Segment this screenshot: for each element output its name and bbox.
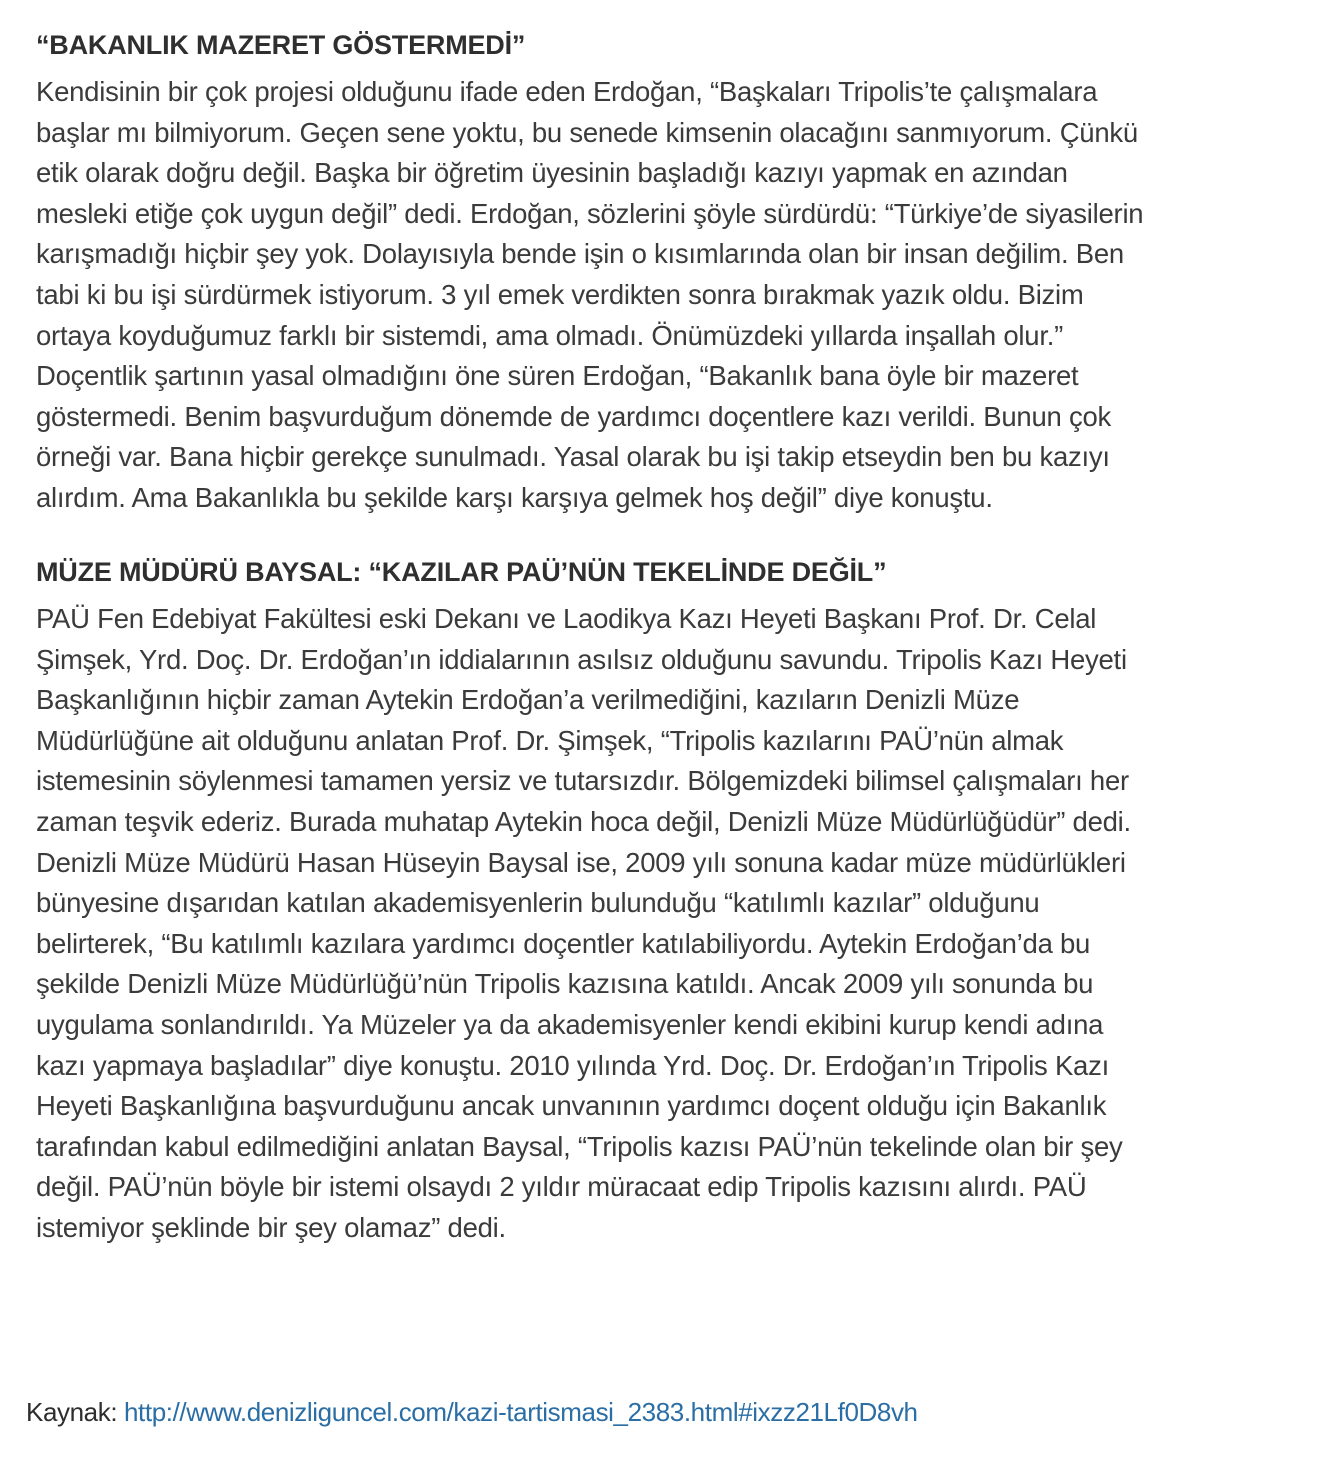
text-line: tabi ki bu işi sürdürmek istiyorum. 3 yıl emek verdikten sonra bırakmak yazık oldu. Bizim: [36, 278, 1084, 310]
text-line: Doçentlik şartının yasal olmadığını öne süren Erdoğan, “Bakanlık bana öyle bir mazeret: [36, 360, 1079, 392]
text-line: belirterek, “Bu katılımlı kazılara yardımcı doçentler katılabiliyordu. Aytekin Erdoğan’da bu: [36, 927, 1091, 959]
text-line: Başkanlığının hiçbir zaman Aytekin Erdoğan’a verilmediğini, kazıların Denizli Müze: [36, 684, 1020, 716]
text-line: Denizli Müze Müdürü Hasan Hüseyin Baysal ise, 2009 yılı sonuna kadar müze müdürlükleri: [36, 846, 1126, 878]
section-heading-bakanlik: “BAKANLIK MAZERET GÖSTERMEDİ”: [36, 30, 526, 60]
text-line: şekilde Denizli Müze Müdürlüğü’nün Tripolis kazısına katıldı. Ancak 2009 yılı sonunda bu: [36, 968, 1094, 1000]
text-line: değil. PAÜ’nün böyle bir istemi olsaydı 2 yıldır müracaat edip Tripolis kazısını alırdı. PAÜ: [36, 1171, 1087, 1203]
text-line: tarafından kabul edilmediğini anlatan Baysal, “Tripolis kazısı PAÜ’nün tekelinde olan bir şey: [36, 1130, 1123, 1162]
text-line: istemesinin söylenmesi tamamen yersiz ve tutarsızdır. Bölgemizdeki bilimsel çalışmaları her: [36, 765, 1129, 797]
text-line: Heyeti Başkanlığına başvurduğunu ancak unvanının yardımcı doçent olduğu için Bakanlık: [36, 1090, 1107, 1122]
text-line: göstermedi. Benim başvurduğum dönemde de yardımcı doçentlere kazı verildi. Bunun çok: [36, 400, 1111, 432]
text-line: etik olarak doğru değil. Başka bir öğretim üyesinin başladığı kazıyı yapmak en azından: [36, 157, 1068, 189]
text-line: kazı yapmaya başladılar” diye konuştu. 2010 yılında Yrd. Doç. Dr. Erdoğan’ın Tripolis Kazı: [36, 1049, 1109, 1081]
text-line: Müdürlüğüne ait olduğunu anlatan Prof. Dr. Şimşek, “Tripolis kazılarını PAÜ’nün almak: [36, 724, 1064, 756]
section-body-baysal: [36, 599, 1131, 1249]
text-line: uygulama sonlandırıldı. Ya Müzeler ya da akademisyenler kendi ekibini kurup kendi adına: [36, 1008, 1104, 1040]
section-heading-baysal: MÜZE MÜDÜRÜ BAYSAL: “KAZILAR PAÜ’NÜN TEKELİNDE DEĞİL”: [36, 557, 887, 587]
text-line: alırdım. Ama Bakanlıkla bu şekilde karşı karşıya gelmek hoş değil” diye konuştu.: [36, 481, 993, 513]
source-citation: [26, 1397, 918, 1428]
text-line: ortaya koyduğumuz farklı bir sistemdi, ama olmadı. Önümüzdeki yıllarda inşallah olur.”: [36, 319, 1064, 351]
text-line: zaman teşvik ederiz. Burada muhatap Aytekin hoca değil, Denizli Müze Müdürlüğüdür” dedi.: [36, 805, 1131, 837]
source-label: Kaynak:: [26, 1397, 118, 1427]
text-line: başlar mı bilmiyorum. Geçen sene yoktu, bu senede kimsenin olacağını sanmıyorum. Çünkü: [36, 116, 1138, 148]
text-line: mesleki etiğe çok uygun değil” dedi. Erdoğan, sözlerini şöyle sürdürdü: “Türkiye’de siyasilerin: [36, 197, 1144, 229]
text-line: örneği var. Bana hiçbir gerekçe sunulmadı. Yasal olarak bu işi takip etseydin ben bu kazıyı: [36, 441, 1110, 473]
text-line: Kendisinin bir çok projesi olduğunu ifade eden Erdoğan, “Başkaları Tripolis’te çalışmalara: [36, 76, 1098, 107]
text-line: Şimşek, Yrd. Doç. Dr. Erdoğan’ın iddialarının asılsız olduğunu savundu. Tripolis Kazı Heyeti: [36, 643, 1127, 675]
text-line: bünyesine dışarıdan katılan akademisyenlerin bulunduğu “katılımlı kazılar” olduğunu: [36, 887, 1040, 919]
source-link[interactable]: http://www.denizliguncel.com/kazi-tartismasi_2383.html#ixzz21Lf0D8vh: [123, 1397, 918, 1427]
text-line: istemiyor şeklinde bir şey olamaz” dedi.: [36, 1211, 506, 1243]
section-body-bakanlik: [36, 72, 1143, 519]
text-line: PAÜ Fen Edebiyat Fakültesi eski Dekanı ve Laodikya Kazı Heyeti Başkanı Prof. Dr. Celal: [36, 603, 1097, 634]
text-line: karışmadığı hiçbir şey yok. Dolayısıyla bende işin o kısımlarında olan bir insan değilim. Ben: [36, 238, 1124, 270]
